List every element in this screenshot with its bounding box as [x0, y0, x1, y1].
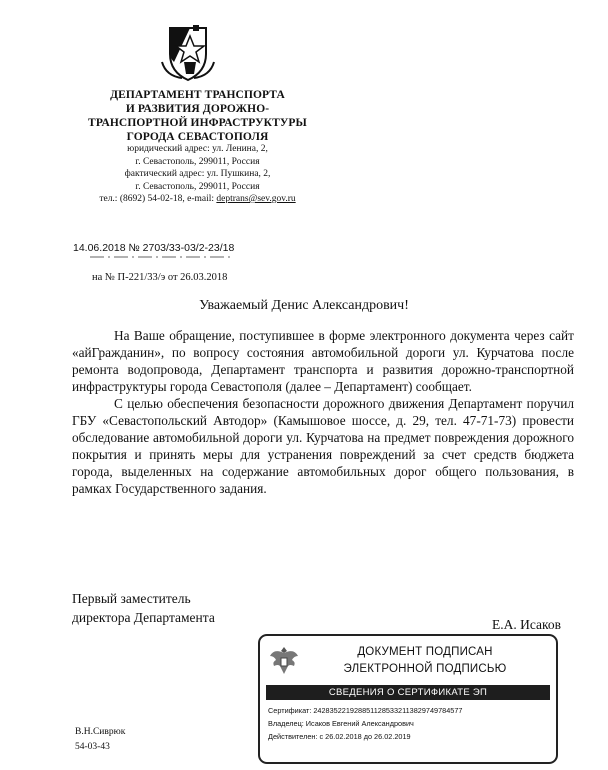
executor-name: В.Н.Сиврюк	[75, 727, 126, 737]
department-title-line: ТРАНСПОРТНОЙ ИНФРАСТРУКТУРЫ	[88, 117, 307, 129]
executor-info	[75, 725, 125, 755]
sevastopol-coat-of-arms-icon	[160, 22, 216, 82]
greeting: Уважаемый Денис Александрович!	[199, 298, 409, 313]
stamp-title	[300, 644, 550, 678]
stamp-title-line: ДОКУМЕНТ ПОДПИСАН	[357, 646, 493, 658]
address-block	[70, 143, 325, 206]
address-line: г. Севастополь, 299011, Россия	[135, 156, 260, 167]
address-line: юридический адрес: ул. Ленина, 2,	[127, 144, 268, 154]
e-signature-stamp	[258, 634, 558, 764]
certificate-details	[268, 704, 462, 743]
phone-text: тел.: (8692) 54-02-18, e-mail:	[99, 194, 217, 204]
address-line: фактический адрес: ул. Пушкина, 2,	[124, 169, 271, 179]
contacts-line	[70, 193, 325, 206]
signatory-name: Е.А. Исаков	[492, 617, 562, 632]
address-line: г. Севастополь, 299011, Россия	[135, 181, 260, 192]
email-link[interactable]: deptrans@sev.gov.ru	[216, 194, 296, 204]
signatory-title-line: Первый заместитель	[72, 591, 191, 606]
certificate-number: Сертификат: 242835221928851128533211382974978457​7	[268, 706, 463, 715]
reply-reference: на № П-221/33/э от 26.03.2018	[92, 272, 228, 283]
signatory-title	[72, 589, 215, 627]
certificate-info-bar: СВЕДЕНИЯ О СЕРТИФИКАТЕ ЭП	[266, 685, 550, 700]
stamp-title-line: ЭЛЕКТРОННОЙ ПОДПИСЬЮ	[343, 663, 507, 675]
signatory-title-line: директора Департамента	[72, 610, 215, 625]
registration-underline	[90, 254, 230, 260]
department-title-line: ГОРОДА СЕВАСТОПОЛЯ	[126, 131, 269, 143]
certificate-owner: Владелец: Исаков Евгений Александрович	[268, 719, 414, 728]
russian-eagle-emblem-icon	[268, 644, 300, 678]
executor-phone: 54-03-43	[75, 742, 110, 752]
department-title	[70, 88, 325, 144]
letter-body	[72, 327, 574, 497]
registration-number: 14.06.2018 № 2703/33-03/2-23/18	[73, 242, 235, 254]
body-paragraph: На Ваше обращение, поступившее в форме электронного документа через сайт «айГражданин», по вопросу состояния автомобильной дороги ул. Курчатова после ремонта водопровода, Департамент транспорта и развития дорожно-транспортной инфраструктуры города Севастополя (далее – Департамент) сообщает.	[72, 328, 574, 394]
body-paragraph: С целью обеспечения безопасности дорожного движения Департамент поручил ГБУ «Севастопольский Автодор» (Камышовое шоссе, д. 29, тел. 47-71-73) провести обследование автомобильной дороги ул. Курчатова на предмет повреждения дорожного покрытия и принять меры для устранения повреждений за счет средств бюджета города, выделенных на содержание автомобильных дорог общего пользования, в рамках Государственного задания.	[72, 396, 574, 496]
department-title-line: И РАЗВИТИЯ ДОРОЖНО-	[125, 103, 270, 115]
certificate-validity: Действителен: с 26.02.2018 до 26.02.2019	[268, 732, 411, 741]
department-title-line: ДЕПАРТАМЕНТ ТРАНСПОРТА	[110, 89, 285, 101]
